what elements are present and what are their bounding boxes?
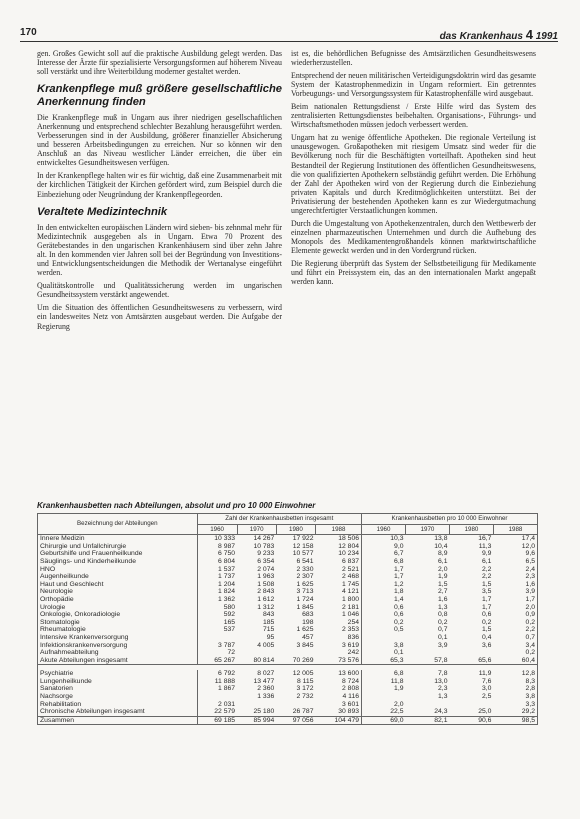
table-cell: 13,8	[434, 535, 448, 543]
section-heading: Krankenpflege muß größere gesellschaftliche Anerkennung finden	[37, 83, 282, 108]
table-cell: 69 185	[197, 716, 237, 725]
table-cell: 11,8	[390, 677, 404, 685]
left-text-column	[37, 49, 282, 335]
table-cell: 2,2	[482, 573, 492, 581]
table-cell: 242	[316, 649, 362, 657]
table-cell: 843	[262, 611, 275, 619]
table-cell: 18 506	[316, 535, 362, 543]
paragraph: Qualitätskontrolle und Qualitätssicherung werden im ungarischen Gesundheitssystem verstärkt angewendet.	[37, 281, 282, 300]
table-cell: 580	[223, 603, 236, 611]
table-cell	[237, 649, 276, 657]
table-cell: 12 804	[316, 543, 362, 551]
table-cell: 70 269	[276, 657, 315, 665]
journal-year: 1991	[535, 31, 558, 42]
table-cell: 2 843	[257, 588, 275, 596]
table-cell: 592	[223, 611, 236, 619]
paragraph: Beim nationalen Rettungsdienst / Erste Hilfe wird das System des zentralisierten Rettungsdienstes beibehalten. Organisations-, Führungs- und Wirtschaftsmethoden müssen jedoch verbessert werden.	[291, 102, 536, 130]
table-cell: 8 724	[316, 678, 362, 686]
year-header: 1988	[316, 524, 362, 535]
table-row	[38, 716, 538, 725]
table-row	[38, 626, 538, 634]
paragraph: In den entwickelten europäischen Ländern wird sieben- bis zehnmal mehr für Medizintechnik ausgegeben als in Ungarn. Etwa 70 Prozent des Gerätebestandes in den ungarischen Krankenhäusern sind über zehn Jahre alt. In den kommenden vier Jahren soll bei der Begründung von Investitions- und Entwicklungsentscheidungen die Methodik der Wertanalyse eingeführt werden.	[37, 223, 282, 278]
table-cell: 3 619	[316, 642, 362, 650]
table-cell: 1 046	[316, 611, 362, 619]
table-cell: 2,2	[482, 565, 492, 573]
table-cell	[406, 701, 450, 709]
row-label: HNO	[38, 566, 198, 574]
row-label: Säuglings- und Kinderheilkunde	[38, 558, 198, 566]
table-cell: 0,2	[482, 618, 492, 626]
table-cell: 13,0	[434, 677, 448, 685]
column-group-per-capita: Krankenhausbetten pro 10 000 Einwohner	[362, 514, 538, 525]
table-cell: 95	[266, 633, 275, 641]
table-cell: 3,6	[482, 641, 492, 649]
table-cell: 1,4	[394, 595, 404, 603]
table-row	[38, 543, 538, 551]
table-row	[38, 581, 538, 589]
table-cell: 254	[316, 619, 362, 627]
table-cell: 1,9	[394, 685, 404, 693]
table-cell: 8 987	[218, 542, 236, 550]
table-row	[38, 550, 538, 558]
table-cell: 0,5	[394, 626, 404, 634]
table-cell: 1,2	[394, 580, 404, 588]
table-cell	[449, 649, 493, 657]
table-cell: 22,5	[362, 708, 406, 716]
table-cell: 165	[223, 618, 236, 626]
table-row	[38, 693, 538, 701]
table-cell: 1 508	[257, 580, 275, 588]
table-cell: 3 601	[316, 701, 362, 709]
table-cell: 7,8	[438, 670, 448, 678]
table-cell: 1 800	[316, 596, 362, 604]
table-cell: 3,9	[525, 588, 535, 596]
paragraph: Die Regierung überprüft das System der Selbstbeteiligung für Medikamente und führt ein Preissystem ein, das an den internationalen Markt angepaßt werden kann.	[291, 258, 536, 287]
year-header: 1988	[493, 524, 537, 535]
table-cell: 3,0	[482, 685, 492, 693]
table-cell	[197, 693, 237, 701]
journal-title	[440, 27, 558, 42]
table-cell: 1 867	[218, 685, 236, 693]
table-cell: 1,7	[394, 565, 404, 573]
table-cell: 0,6	[394, 611, 404, 619]
table-cell: 2 521	[316, 566, 362, 574]
table-cell: 2 468	[316, 573, 362, 581]
table-cell: 6,7	[394, 550, 404, 558]
paragraph: Um die Situation des öffentlichen Gesundheitswesens zu verbessern, wird ein landesweites Netz von Amtsärzten ausgebaut werden. Die Aufgabe der Regierung	[37, 303, 282, 331]
table-cell: 1 312	[257, 603, 275, 611]
table-cell: 3,3	[525, 700, 535, 708]
table-cell: 2 031	[218, 700, 236, 708]
table-cell: 0,6	[394, 603, 404, 611]
table-cell: 1,6	[438, 595, 448, 603]
table-cell: 9 233	[257, 550, 275, 558]
table-cell: 2 330	[296, 565, 314, 573]
table-cell: 0,2	[525, 649, 535, 657]
table-cell: 85 994	[237, 716, 276, 725]
table-cell: 2,7	[438, 588, 448, 596]
table-cell: 82,1	[406, 716, 450, 725]
table-row	[38, 649, 538, 657]
row-label: Aufnahmeabteilung	[38, 649, 198, 657]
table-header-row	[38, 514, 538, 525]
row-label: Onkologie, Onkoradiologie	[38, 611, 198, 619]
header-rule	[20, 41, 558, 42]
row-label: Infektionskrankenversorgung	[38, 642, 198, 650]
table-cell: 1 963	[257, 573, 275, 581]
table-cell: 3,9	[438, 641, 448, 649]
table-cell: 0,4	[482, 633, 492, 641]
table-row	[38, 708, 538, 716]
table-cell: 0,1	[438, 633, 448, 641]
table-cell: 6,8	[394, 557, 404, 565]
table-cell: 98,5	[493, 716, 537, 725]
year-header: 1980	[449, 524, 493, 535]
table-body	[38, 535, 538, 725]
table-cell: 11 888	[214, 677, 236, 685]
table-cell: 1 845	[296, 603, 314, 611]
row-label: Sanatorien	[38, 685, 198, 693]
table-cell: 6,8	[394, 670, 404, 678]
table-cell: 6,1	[482, 557, 492, 565]
table-cell: 11,3	[478, 542, 492, 550]
table-cell: 1,6	[525, 580, 535, 588]
row-label: Akute Abteilungen insgesamt	[38, 657, 198, 665]
table-cell: 1,5	[438, 580, 448, 588]
table-cell: 2,5	[482, 693, 492, 701]
row-label: Lungenheilkunde	[38, 678, 198, 686]
year-header: 1970	[237, 524, 276, 535]
table-cell: 6,5	[525, 557, 535, 565]
table-cell	[362, 634, 406, 642]
table-cell: 8,3	[525, 677, 535, 685]
table-cell: 29,2	[493, 708, 537, 716]
year-header: 1960	[197, 524, 237, 535]
table-cell: 8,9	[438, 550, 448, 558]
table-cell: 1,3	[438, 603, 448, 611]
table-row	[38, 588, 538, 596]
row-label: Augenheilkunde	[38, 573, 198, 581]
table-cell: 22 579	[197, 708, 237, 716]
table-title: Krankenhausbetten nach Abteilungen, absolut und pro 10 000 Einwohner	[37, 501, 316, 510]
paragraph: ist es, die behördlichen Befugnisse des Amtsärztlichen Gesundheitswesens wiederherzustellen.	[291, 49, 536, 68]
right-text-column	[291, 49, 536, 290]
table-cell: 9,0	[394, 542, 404, 550]
table-cell: 0,1	[394, 649, 404, 657]
table-cell: 17,4	[521, 535, 535, 543]
table-cell: 10,4	[434, 542, 448, 550]
table-cell: 2 074	[257, 565, 275, 573]
table-cell: 16,7	[478, 535, 492, 543]
table-cell	[276, 649, 315, 657]
row-label: Geburtshilfe und Frauenheilkunde	[38, 550, 198, 558]
table-cell: 2,8	[525, 685, 535, 693]
table-row	[38, 535, 538, 543]
table-cell: 2,3	[438, 685, 448, 693]
table-cell: 10,3	[390, 535, 404, 543]
table-cell: 185	[262, 618, 275, 626]
table-cell: 10 333	[214, 535, 236, 543]
table-row	[38, 566, 538, 574]
table-cell	[197, 634, 237, 642]
table-cell: 3,4	[525, 641, 535, 649]
table-cell: 65,3	[362, 657, 406, 665]
table-cell: 26 787	[276, 708, 315, 716]
table-cell: 72	[227, 649, 236, 657]
table-cell: 2,0	[394, 700, 404, 708]
table-cell: 1,7	[525, 595, 535, 603]
table-cell: 0,2	[394, 618, 404, 626]
table-cell: 2 307	[296, 573, 314, 581]
table-cell: 1 737	[218, 573, 236, 581]
table-cell: 1 824	[218, 588, 236, 596]
table-cell: 2 181	[316, 604, 362, 612]
table-cell	[276, 701, 315, 709]
table-cell: 69,0	[362, 716, 406, 725]
table-cell: 1 625	[296, 580, 314, 588]
row-label: Stomatologie	[38, 619, 198, 627]
row-label: Neurologie	[38, 588, 198, 596]
table-cell: 1 336	[257, 693, 275, 701]
table-cell: 1,7	[482, 603, 492, 611]
table-cell: 0,2	[525, 618, 535, 626]
table-row	[38, 634, 538, 642]
table-cell: 6 792	[218, 670, 236, 678]
table-cell: 3,8	[525, 693, 535, 701]
table-cell: 12,8	[521, 670, 535, 678]
table-cell: 57,8	[406, 657, 450, 665]
table-row	[38, 573, 538, 581]
table-cell: 1,5	[482, 626, 492, 634]
table-cell: 2 360	[257, 685, 275, 693]
table-row	[38, 604, 538, 612]
paragraph: gen. Großes Gewicht soll auf die praktische Ausbildung gelegt werden. Das Interesse der Ärzte für spezialisierte Versorgungsformen auf höherem Niveau soll verstärkt und ihre Weiterbildung moderner gestaltet werden.	[37, 49, 282, 77]
table-cell: 3,8	[394, 641, 404, 649]
table-cell: 0,7	[525, 633, 535, 641]
year-header: 1970	[406, 524, 450, 535]
table-cell: 25 180	[237, 708, 276, 716]
table-cell: 1 625	[296, 626, 314, 634]
table-row	[38, 678, 538, 686]
row-label: Zusammen	[38, 716, 198, 725]
table-cell: 8 115	[296, 677, 314, 685]
paragraph: Durch die Umgestaltung von Apothekenzentralen, durch den Wettbewerb der einzelnen pharmazeutischen Unternehmen und durch die Aufhebung des Monopols des Medikamentengroßhandels können marktwirtschaftliche Elemente geweckt werden und in den Vordergrund rücken.	[291, 218, 536, 255]
table-cell: 1 724	[296, 595, 314, 603]
table-cell: 1 745	[316, 581, 362, 589]
row-label: Chirurgie und Unfallchirurgie	[38, 543, 198, 551]
table-cell: 7,6	[482, 677, 492, 685]
table-row	[38, 670, 538, 678]
table-cell: 13 600	[316, 670, 362, 678]
table-cell: 104 479	[316, 716, 362, 725]
row-label: Intensive Krankenversorgung	[38, 634, 198, 642]
table-cell: 0,8	[438, 611, 448, 619]
table-cell: 60,4	[493, 657, 537, 665]
table-cell: 0,7	[438, 626, 448, 634]
table-cell: 10 234	[316, 550, 362, 558]
table-cell: 17 922	[292, 535, 314, 543]
table-cell: 0,6	[482, 611, 492, 619]
table-cell: 6 804	[218, 557, 236, 565]
table-row	[38, 657, 538, 665]
table-cell: 198	[302, 618, 314, 626]
table-cell	[406, 649, 450, 657]
table-cell: 4 121	[316, 588, 362, 596]
table-cell: 1,8	[394, 588, 404, 596]
column-header-department: Bezeichnung der Abteilungen	[38, 514, 198, 535]
table-cell: 0,2	[438, 618, 448, 626]
section-heading: Veraltete Medizintechnik	[37, 205, 168, 218]
table-cell: 10 783	[253, 542, 275, 550]
issue-number: 4	[525, 27, 533, 42]
table-cell: 4 116	[316, 693, 362, 701]
table-cell: 3,5	[482, 588, 492, 596]
row-label: Orthopädie	[38, 596, 198, 604]
table-row	[38, 596, 538, 604]
table-cell: 683	[302, 611, 314, 619]
page-header	[20, 27, 558, 41]
table-cell: 6 354	[257, 557, 275, 565]
table-cell: 12,0	[521, 542, 535, 550]
table-cell: 457	[302, 633, 314, 641]
column-group-absolute: Zahl der Krankenhausbetten insgesamt	[197, 514, 361, 525]
table-cell: 1,3	[438, 693, 448, 701]
table-cell: 2,2	[525, 626, 535, 634]
table-cell: 1 537	[218, 565, 236, 573]
table-cell: 1,7	[482, 595, 492, 603]
table-cell: 2,3	[525, 573, 535, 581]
table-cell	[237, 701, 276, 709]
row-label: Chronische Abteilungen insgesamt	[38, 708, 198, 716]
table-cell: 14 267	[253, 535, 275, 543]
row-label: Rheumatologie	[38, 626, 198, 634]
table-cell: 2 808	[316, 685, 362, 693]
paragraph: Entsprechend der neuen militärischen Verteidigungsdoktrin wird das gesamte System der Katastrophenmedizin in Ungarn reformiert. Ein getrenntes Vorbeugungs- und Versorgungssystem für Katastrophenfälle wird ausgebaut.	[291, 71, 536, 99]
table-cell: 24,3	[406, 708, 450, 716]
table-row	[38, 619, 538, 627]
table-cell: 1 204	[218, 580, 236, 588]
table-cell: 97 056	[276, 716, 315, 725]
table-cell: 1,9	[438, 573, 448, 581]
table-cell: 11,9	[478, 670, 492, 678]
table-cell: 715	[262, 626, 275, 634]
table-cell: 30 893	[316, 708, 362, 716]
year-header: 1980	[276, 524, 315, 535]
table-row	[38, 642, 538, 650]
row-label: Urologie	[38, 604, 198, 612]
row-label: Rehabilitation	[38, 701, 198, 709]
table-cell: 2,0	[525, 603, 535, 611]
table-row	[38, 558, 538, 566]
journal-name: das Krankenhaus	[439, 31, 523, 42]
table-cell: 2 353	[316, 626, 362, 634]
table-cell: 2 732	[296, 693, 314, 701]
paragraph: Ungarn hat zu wenige öffentliche Apotheken. Die regionale Verteilung ist unausgewogen. Großapotheken mit riesigem Umsatz sind weder für die Bevölkerung noch für die Beschäftigten vorteilhaft. Apotheken sind heut Bestandteil der Regierung Institutionen des öffentlichen Gesundheitswesens, die von qualifizierten Apothekern selbständig geführt werden. Die Erhöhung der Zahl der Apotheken wird von der Regierung durch die Einbeziehung privaten Kapitals und durch Kreditmöglichkeiten unterstützt. Bei der Privatisierung der bestehenden Apotheken kann es zur Wiedergutmachung ungerechtfertigter Verstaatlichungen kommen.	[291, 133, 536, 215]
table-cell: 3 713	[296, 588, 314, 596]
row-label: Haut und Geschlecht	[38, 581, 198, 589]
table-cell: 6 750	[218, 550, 236, 558]
table-cell: 836	[316, 634, 362, 642]
table-cell: 9,9	[482, 550, 492, 558]
table-cell: 2,4	[525, 565, 535, 573]
page-number: 170	[20, 27, 37, 38]
table-row	[38, 685, 538, 693]
table-cell: 1 362	[218, 595, 236, 603]
table-cell: 6,1	[438, 557, 448, 565]
table-cell: 6 837	[316, 558, 362, 566]
table-row	[38, 611, 538, 619]
table-cell: 4 005	[257, 641, 275, 649]
paragraph: Die Krankenpflege muß in Ungarn aus ihrer niedrigen gesellschaftlichen Anerkennung und entsprechend schlechter Bezahlung herausgeführt werden. Verbesserungen sind in der Ausbildung, größerer finanzieller Absicherung und besseren Arbeitsbedingungen zu erreichen. Nur so können wir den Anschluß an das Niveau westlicher Länder erreichen, die über ein entwickeltes Gesundheitswesen verfügen.	[37, 113, 282, 168]
year-header: 1960	[362, 524, 406, 535]
table-cell: 1,5	[482, 580, 492, 588]
paragraph: In der Krankenpflege halten wir es für wichtig, daß eine Zusammenarbeit mit der kirchlichen Tätigkeit der Kirchen gefördert wird, zum Beispiel durch die Einbeziehung oder Neugründung der Krankenpflegeorden.	[37, 171, 282, 199]
table-cell: 3 845	[296, 641, 314, 649]
table-cell: 13 477	[253, 677, 275, 685]
row-label: Psychiatrie	[38, 670, 198, 678]
table-cell: 2,0	[438, 565, 448, 573]
table-cell: 73 576	[316, 657, 362, 665]
table-cell: 3 787	[218, 641, 236, 649]
table-cell: 3 172	[296, 685, 314, 693]
table-cell: 1,7	[394, 573, 404, 581]
table-cell: 537	[223, 626, 236, 634]
table-cell: 90,6	[449, 716, 493, 725]
table-cell: 65,6	[449, 657, 493, 665]
table-cell: 6 541	[296, 557, 314, 565]
table-cell	[362, 693, 406, 701]
table-cell: 9,6	[525, 550, 535, 558]
table-cell: 10 577	[292, 550, 314, 558]
table-cell: 12 158	[292, 542, 314, 550]
table-cell: 80 814	[237, 657, 276, 665]
row-label: Innere Medizin	[38, 535, 198, 543]
row-label: Nachsorge	[38, 693, 198, 701]
table-cell: 25,0	[449, 708, 493, 716]
table-cell	[449, 701, 493, 709]
table-cell: 65 267	[197, 657, 237, 665]
table-cell: 0,9	[525, 611, 535, 619]
table-cell: 8 027	[257, 670, 275, 678]
table-row	[38, 701, 538, 709]
beds-table	[37, 513, 538, 725]
table-cell: 12 005	[292, 670, 314, 678]
table-cell: 1 612	[257, 595, 275, 603]
